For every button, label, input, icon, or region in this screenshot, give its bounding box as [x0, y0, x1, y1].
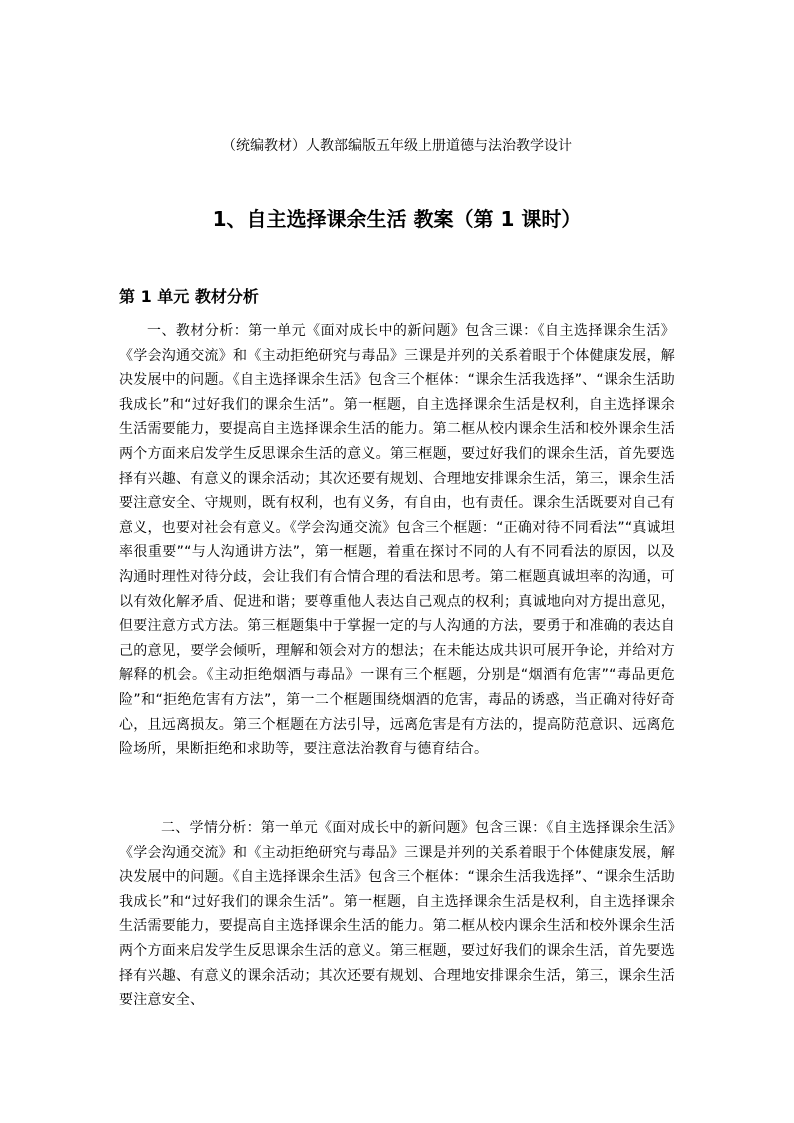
- document-header: （统编教材）人教部编版五年级上册道德与法治教学设计: [222, 138, 572, 154]
- paragraph-textbook-analysis: 一、教材分析：第一单元《面对成长中的新问题》包含三课：《自主选择课余生活》《学会沟通交流》和《主动拒绝研究与毒品》三课是并列的关系着眼于个体健康发展，解决发展中的问题。《自主选择课余生活》包含三个框体：“课余生活我选择”、“课余生活助我成长”和“过好我们的课余生活”。第一框题，自主选择课余生活是权利，自主选择课余生活需要能力，要提高自主选择课余生活的能力。第二框从校内课余生活和校外课余生活两个方面来启发学生反思课余生活的意义。第三框题，要过好我们的课余生活，首先要选择有兴趣、有意义的课余活动；其次还要有规划、合理地安排课余生活，第三，课余生活要注意安全、守规则，既有权利，也有义务，有自由，也有责任。课余生活既要对自己有意义，也要对社会有意义。《学会沟通交流》包含三个框题：“正确对待不同看法”“真诚坦率很重要”“与人沟通讲方法”，第一框题，着重在探讨不同的人有不同看法的原因，以及沟通时理性对待分歧，会让我们有合情合理的看法和思考。第二框题真诚坦率的沟通，可以有效化解矛盾、促进和谐；要尊重他人表达自己观点的权利；真诚地向对方提出意见，但要注意方式方法。第三框题集中于掌握一定的与人沟通的方法，要勇于和准确的表达自己的意见，要学会倾听，理解和领会对方的想法；在未能达成共识可展开争论，并给对方解释的机会。《主动拒绝烟酒与毒品》一课有三个框题，分别是“烟酒有危害”“毒品更危险”和“拒绝危害有方法”，第一二个框题围绕烟酒的危害，毒品的诱惑，当正确对待好奇心，且远离损友。第三个框题在方法引导，远离危害是有方法的，提高防范意识、远离危险场所，果断拒绝和求助等，要注意法治教育与德育结合。: [119, 323, 675, 758]
- paragraph-student-analysis: 二、学情分析：第一单元《面对成长中的新问题》包含三课：《自主选择课余生活》《学会沟通交流》和《主动拒绝研究与毒品》三课是并列的关系着眼于个体健康发展，解决发展中的问题。《自主选择课余生活》包含三个框体：“课余生活我选择”、“课余生活助我成长”和“过好我们的课余生活”。第一框题，自主选择课余生活是权利，自主选择课余生活需要能力，要提高自主选择课余生活的能力。第二框从校内课余生活和校外课余生活两个方面来启发学生反思课余生活的意义。第三框题，要过好我们的课余生活，首先要选择有兴趣、有意义的课余活动；其次还要有规划、合理地安排课余生活，第三，课余生活要注意安全、: [119, 820, 675, 1009]
- section-heading: 第 1 单元 教材分析: [119, 287, 259, 306]
- document-title: 1、自主选择课余生活 教案（第 1 课时）: [212, 207, 582, 231]
